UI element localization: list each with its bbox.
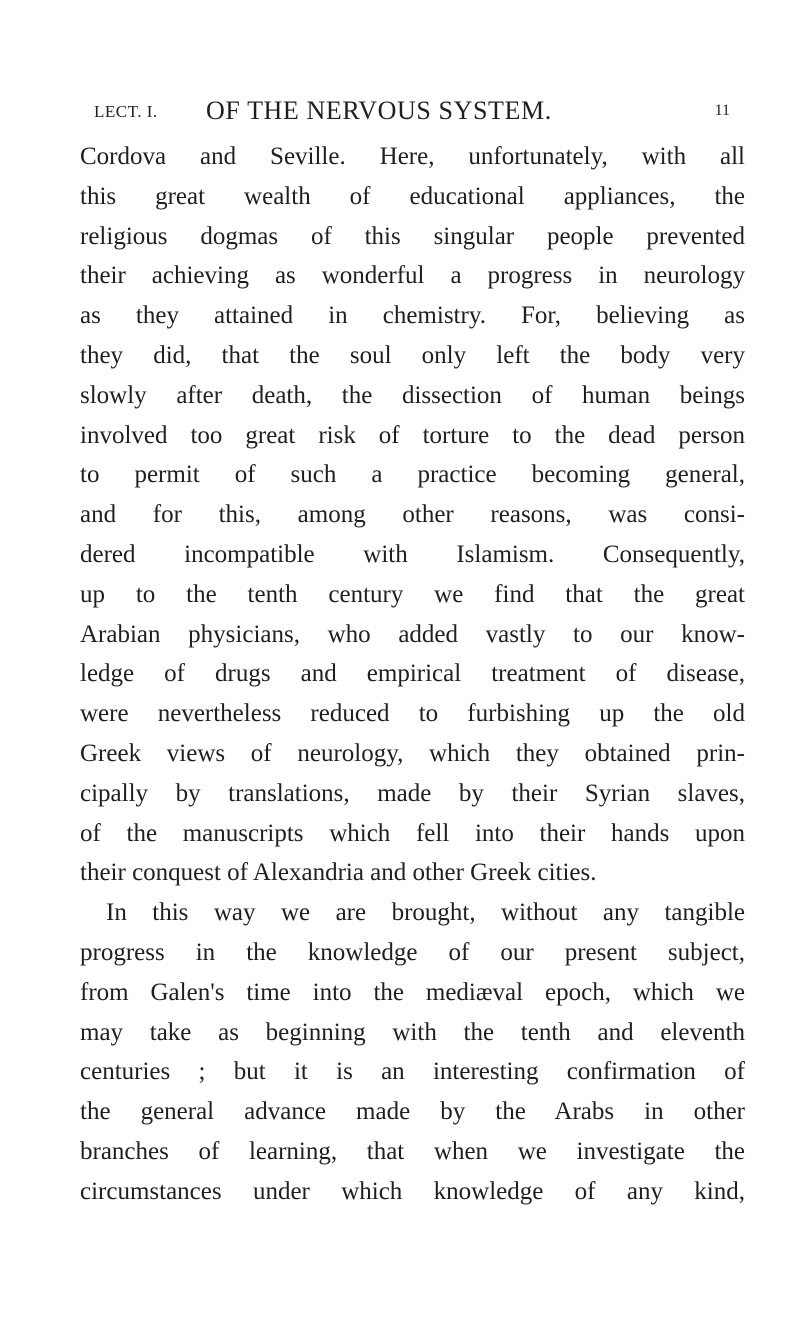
text-line: were nevertheless reduced to furbishing up the old [80,700,745,728]
text-line: In this way we are brought, without any tangible [106,899,745,927]
body-text [80,137,745,1212]
page-number: 11 [714,102,730,119]
text-line: cipally by translations, made by their Syrian slaves, [80,779,745,807]
text-line: to permit of such a practice becoming general, [80,461,745,489]
text-line: religious dogmas of this singular people prevented [80,222,745,250]
text-line: Arabian physicians, who added vastly to our know- [80,620,745,648]
text-line: their conquest of Alexandria and other Greek cities. [80,859,597,887]
text-line: slowly after death, the dissection of human beings [80,381,745,409]
text-line: centuries ; but it is an interesting confirmation of [80,1058,745,1086]
text-line: their achieving as wonderful a progress in neurology [80,262,745,290]
text-line: may take as beginning with the tenth and eleventh [80,1018,745,1046]
text-line: Cordova and Seville. Here, unfortunately, with all [80,143,745,170]
text-line: as they attained in chemistry. For, believing as [80,302,745,330]
text-line: this great wealth of educational appliances, the [80,182,745,210]
text-line: they did, that the soul only left the body very [80,341,745,369]
text-line: dered incompatible with Islamism. Consequently, [80,540,745,568]
text-line: Greek views of neurology, which they obtained prin- [80,739,745,767]
running-head [94,96,730,130]
text-line: of the manuscripts which fell into their hands upon [80,819,745,847]
text-line: and for this, among other reasons, was consi- [80,501,745,529]
text-line: progress in the knowledge of our present subject, [80,938,745,966]
running-title: OF THE NERVOUS SYSTEM. [206,96,552,125]
text-line: the general advance made by the Arabs in other [80,1098,745,1126]
lecture-label: LECT. I. [94,102,158,121]
text-line: up to the tenth century we find that the great [80,580,745,608]
text-line: circumstances under which knowledge of any kind, [80,1177,745,1205]
text-line: branches of learning, that when we investigate the [80,1137,745,1165]
text-line: ledge of drugs and empirical treatment of disease, [80,660,745,688]
text-line: from Galen's time into the mediæval epoch, which we [80,978,745,1006]
text-line: involved too great risk of torture to the dead person [80,421,745,449]
